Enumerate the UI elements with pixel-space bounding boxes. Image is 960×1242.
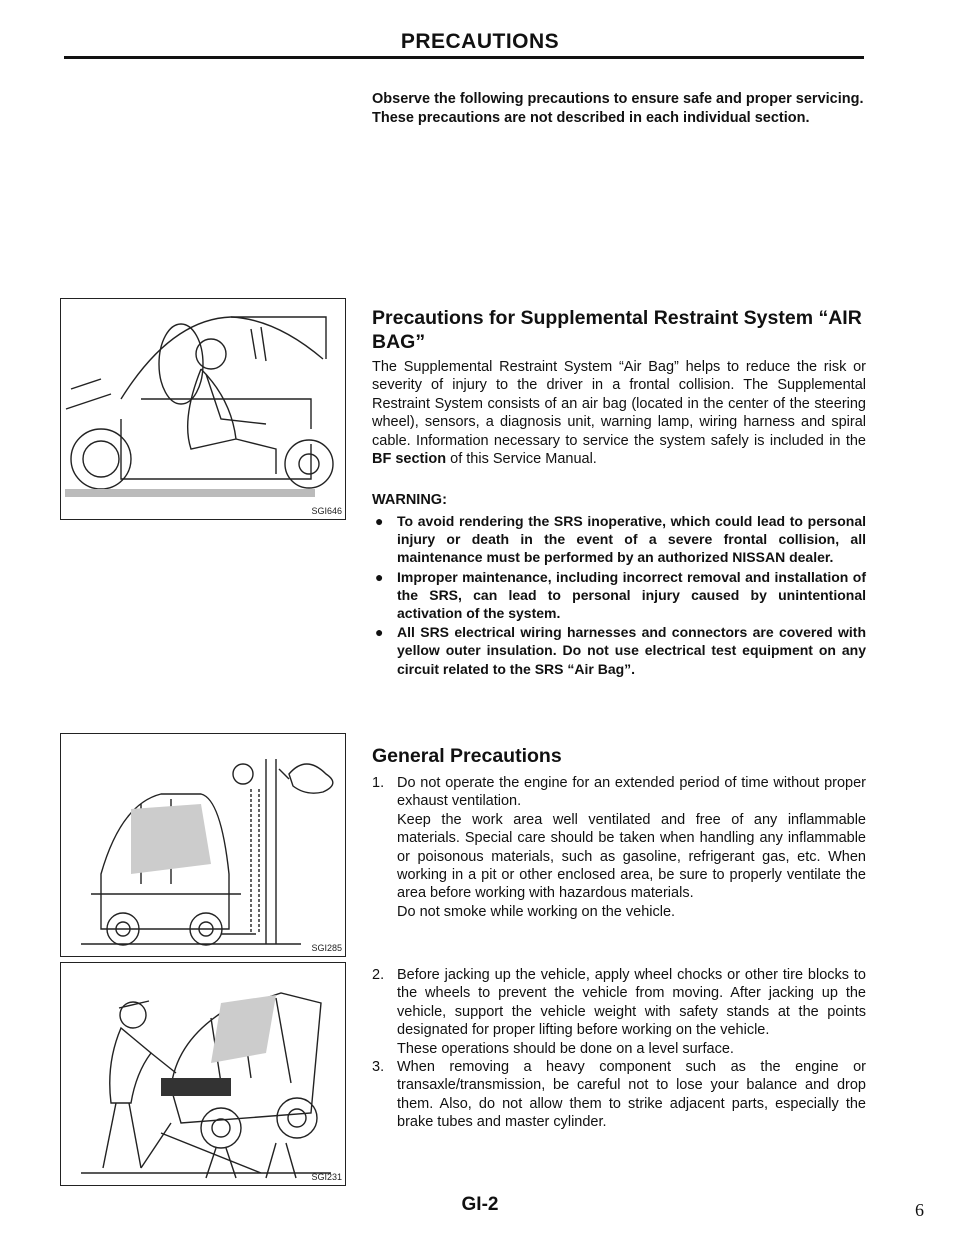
figure-airbag xyxy=(60,298,346,520)
general-list-2 xyxy=(372,966,866,1132)
list-item xyxy=(372,1058,866,1132)
figure-exhaust xyxy=(60,733,346,957)
warning-text: Improper maintenance, including incorrect removal and installation of the SRS, can lead to personal injury caused by unintentional activation of the system. xyxy=(397,568,866,622)
item-text: Do not smoke while working on the vehicle. xyxy=(397,903,676,920)
general-heading: General Precautions xyxy=(372,745,562,767)
item-text: Do not operate the engine for an extended period of time without proper exhaust ventilation. xyxy=(397,775,866,810)
warning-item xyxy=(372,623,866,678)
page-title: PRECAUTIONS xyxy=(400,30,560,53)
figure-id-label: SGI646 xyxy=(311,506,342,516)
list-item xyxy=(372,774,866,921)
figure-jacking xyxy=(60,962,346,1186)
intro-text: Observe the following precautions to ensure safe and proper servicing. These precautions are not described in each individual section. xyxy=(372,91,864,126)
airbag-deployment-illustration xyxy=(61,299,345,519)
srs-body-text: The Supplemental Restraint System “Air Bag” helps to reduce the risk or severity of injury to the driver in a frontal collision. The Supplemental Restraint System consists of an air bag (located in the center of the steering wheel), sensors, a diagnosis unit, warning lamp, wiring harness and spiral cable. Information necessary to service the system safely is included in the xyxy=(372,359,866,449)
item-text: These operations should be done on a level surface. xyxy=(397,1040,734,1057)
vehicle-jacking-illustration xyxy=(61,963,345,1185)
item-text: Before jacking up the vehicle, apply wheel chocks or other tire blocks to the wheels to prevent the vehicle from moving. After jacking up the vehicle, support the vehicle weight with safety stands at the points designated for proper lifting before working on the vehicle. xyxy=(397,967,866,1039)
srs-body xyxy=(372,358,866,468)
item-number: 1. xyxy=(372,775,385,791)
item-number: 3. xyxy=(372,1059,385,1076)
srs-body-text-end: of this Service Manual. xyxy=(446,451,597,468)
page-number: 6 xyxy=(915,1200,924,1220)
bullet-icon: ● xyxy=(375,513,384,529)
warning-text: To avoid rendering the SRS inoperative, which could lead to personal injury or death in the event of a severe frontal collision, all maintenance must be performed by an authorized NISSAN dealer. xyxy=(397,513,866,566)
warning-item xyxy=(372,512,866,567)
bullet-icon: ● xyxy=(375,624,384,641)
bullet-icon: ● xyxy=(375,568,384,585)
item-number: 2. xyxy=(372,967,385,983)
figure-id-label: SGI285 xyxy=(311,943,342,953)
item-text: When removing a heavy component such as the engine or transaxle/transmission, be careful not to lose your balance and drop them. Also, do not allow them to strike adjacent parts, especially the brake tubes and master cylinder. xyxy=(397,1059,866,1131)
warning-label: WARNING: xyxy=(372,492,447,508)
warning-list xyxy=(372,512,866,679)
section-page-label: GI-2 xyxy=(461,1194,499,1215)
srs-heading: Precautions for Supplemental Restraint System “AIR BAG” xyxy=(372,307,862,353)
figure-id-label: SGI231 xyxy=(311,1172,342,1182)
warning-item xyxy=(372,568,866,623)
header-divider xyxy=(64,56,864,59)
general-list-1 xyxy=(372,774,866,921)
warning-text: All SRS electrical wiring harnesses and connectors are covered with yellow outer insulation. Do not use electrical test equipment on any circuit related to the SRS “Air Bag”. xyxy=(397,624,866,677)
item-text: Keep the work area well ventilated and free of any inflammable materials. Special care should be taken when handling any inflammable or poisonous materials, such as gasoline, refrigerant gas, etc. When working in a pit or other enclosed area, be sure to properly ventilate the area before working with hazardous materials. xyxy=(397,811,866,902)
srs-body-section-ref: BF section xyxy=(372,451,447,468)
list-item xyxy=(372,966,866,1058)
exhaust-ventilation-illustration xyxy=(61,734,345,956)
